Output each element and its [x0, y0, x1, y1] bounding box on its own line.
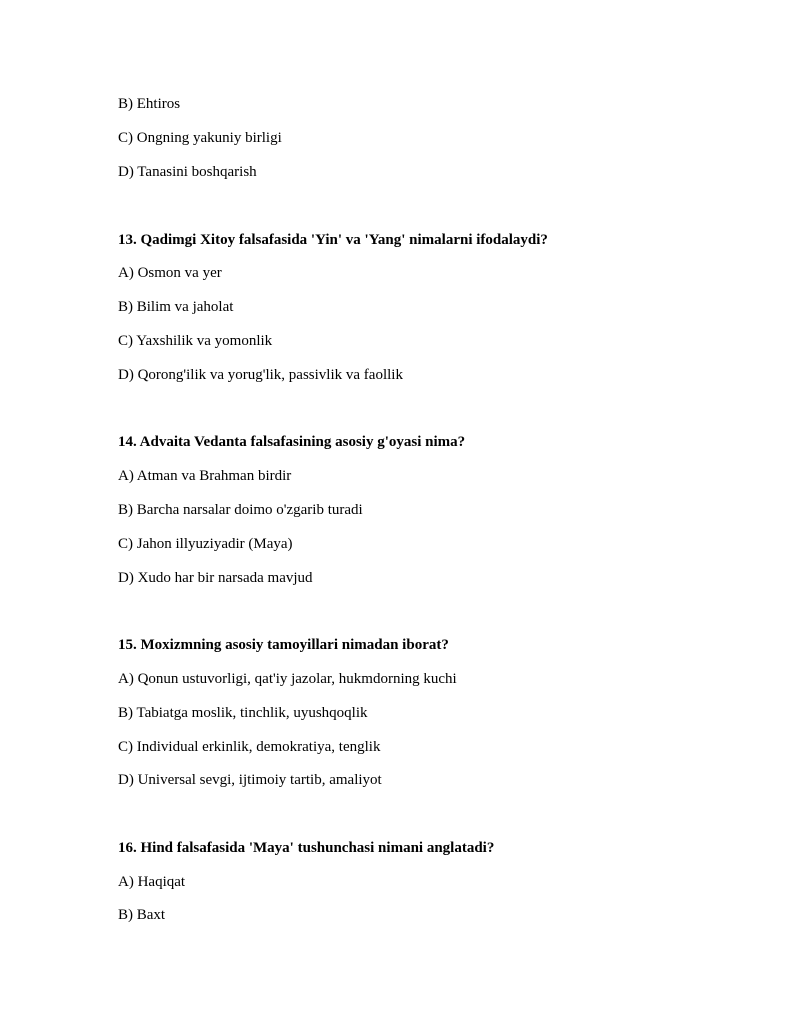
question-15-title: 15. Moxizmning asosiy tamoyillari nimadan iborat? — [118, 637, 449, 653]
option-text: A) Qonun ustuvorligi, qat'iy jazolar, hukmdorning kuchi — [118, 671, 457, 687]
option-text: A) Osmon va yer — [118, 265, 222, 281]
option-text: B) Ehtiros — [118, 96, 181, 112]
option-text: D) Xudo har bir narsada mavjud — [118, 570, 313, 586]
option-text: B) Tabiatga moslik, tinchlik, uyushqoqlik — [118, 705, 368, 721]
question-16-title: 16. Hind falsafasida 'Maya' tushunchasi nimani anglatadi? — [118, 840, 495, 856]
option-text: D) Qorong'ilik va yorug'lik, passivlik va faollik — [118, 367, 403, 383]
question-13-title: 13. Qadimgi Xitoy falsafasida 'Yin' va 'Yang' nimalarni ifodalaydi? — [118, 232, 548, 248]
option-text: C) Ongning yakuniy birligi — [118, 130, 282, 146]
option-text: D) Universal sevgi, ijtimoiy tartib, amaliyot — [118, 772, 382, 788]
option-text: C) Jahon illyuziyadir (Maya) — [118, 536, 293, 552]
option-text: D) Tanasini boshqarish — [118, 164, 257, 180]
option-text: A) Haqiqat — [118, 874, 186, 890]
option-text: C) Individual erkinlik, demokratiya, tenglik — [118, 739, 381, 755]
option-text: B) Bilim va jaholat — [118, 299, 234, 315]
option-text: B) Baxt — [118, 907, 166, 923]
option-text: B) Barcha narsalar doimo o'zgarib turadi — [118, 502, 363, 518]
question-14-title: 14. Advaita Vedanta falsafasining asosiy g'oyasi nima? — [118, 434, 466, 450]
option-text: A) Atman va Brahman birdir — [118, 468, 292, 484]
option-text: C) Yaxshilik va yomonlik — [118, 333, 273, 349]
